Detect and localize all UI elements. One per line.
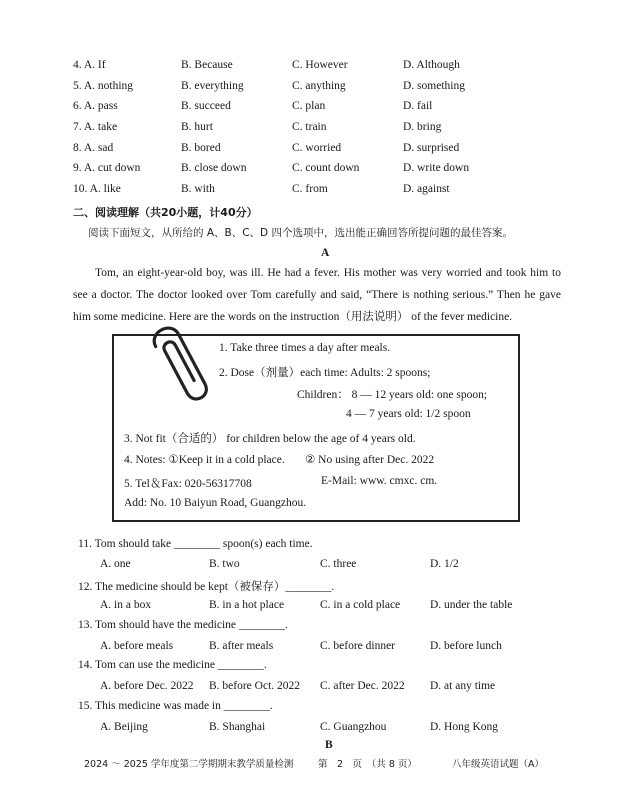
- notice-line-7a: 5. Tel＆Fax: 020-56317708: [124, 478, 252, 490]
- option-row: [0, 59, 630, 75]
- question-stem: 11. Tom should take ________ spoon(s) each time.: [78, 538, 313, 550]
- notice-line-2: 2. Dose（剂量）each time: Adults: 2 spoons;: [219, 367, 431, 379]
- answer-c: C. Guangzhou: [320, 721, 387, 733]
- passage-label-b: B: [325, 739, 333, 751]
- question-stem: 14. Tom can use the medicine ________.: [78, 659, 267, 671]
- option-c: C. worried: [292, 142, 342, 154]
- answer-row: [0, 558, 630, 574]
- paperclip-icon: [152, 314, 212, 410]
- option-row: [0, 162, 630, 178]
- option-b: B. Because: [181, 59, 233, 71]
- answer-d: D. before lunch: [430, 640, 502, 652]
- option-c: C. anything: [292, 80, 346, 92]
- notice-line-3: Children： 8 — 12 years old: one spoon;: [297, 389, 488, 401]
- option-c: C. from: [292, 183, 328, 195]
- option-d: D. Although: [403, 59, 460, 71]
- answer-row: [0, 680, 630, 696]
- instruction: 阅读下面短文，从所给的 A、B、C、D 四个选项中，选出能正确回答所提问题的最佳答案。: [88, 227, 513, 239]
- option-b: B. close down: [181, 162, 247, 174]
- answer-d: D. 1/2: [430, 558, 459, 570]
- option-row: [0, 100, 630, 116]
- footer-left: 2024 ～ 2025 学年度第二学期期末教学质量检测: [84, 759, 294, 770]
- footer-right: 八年级英语试题（A）: [452, 759, 544, 770]
- option-d: D. surprised: [403, 142, 460, 154]
- option-d: D. against: [403, 183, 450, 195]
- option-a: 10. A. like: [73, 183, 121, 195]
- option-row: [0, 142, 630, 158]
- answer-row: [0, 721, 630, 737]
- notice-line-7b: E-Mail: www. cmxc. cm.: [321, 475, 438, 487]
- option-c: C. train: [292, 121, 327, 133]
- instruction-notice: [112, 334, 520, 522]
- option-c: C. count down: [292, 162, 360, 174]
- option-a: 4. A. If: [73, 59, 106, 71]
- answer-row: [0, 640, 630, 656]
- notice-line-1: 1. Take three times a day after meals.: [219, 342, 391, 354]
- answer-c: C. before dinner: [320, 640, 396, 652]
- option-d: D. something: [403, 80, 465, 92]
- option-a: 5. A. nothing: [73, 80, 134, 92]
- answer-d: D. at any time: [430, 680, 496, 692]
- notice-line-4: 4 — 7 years old: 1/2 spoon: [346, 408, 471, 420]
- question-stem: 15. This medicine was made in ________.: [78, 700, 273, 712]
- notice-line-8: Add: No. 10 Baiyun Road, Guangzhou.: [124, 497, 307, 509]
- notice-line-6a: 4. Notes: ①Keep it in a cold place.: [124, 454, 285, 466]
- option-a: 7. A. take: [73, 121, 118, 133]
- answer-b: B. two: [209, 558, 240, 570]
- answer-b: B. after meals: [209, 640, 274, 652]
- answer-a: A. before Dec. 2022: [100, 680, 194, 692]
- answer-c: C. three: [320, 558, 357, 570]
- answer-d: D. under the table: [430, 599, 513, 611]
- option-d: D. write down: [403, 162, 470, 174]
- option-row: [0, 183, 630, 199]
- option-b: B. hurt: [181, 121, 213, 133]
- passage-text: Tom, an eight-year-old boy, was ill. He had a fever. His mother was very worried and took him to see a doctor. The doctor looked over Tom carefully and said, “There is nothing serious.” Then he gave him some medicine. Here are the words on the instruction（用法说明） of the fever medicine.: [73, 267, 561, 323]
- option-row: [0, 80, 630, 96]
- option-b: B. bored: [181, 142, 221, 154]
- answer-a: A. Beijing: [100, 721, 148, 733]
- answer-a: A. in a box: [100, 599, 152, 611]
- answer-c: C. after Dec. 2022: [320, 680, 405, 692]
- answer-row: [0, 599, 630, 615]
- option-d: D. bring: [403, 121, 442, 133]
- answer-b: B. Shanghai: [209, 721, 266, 733]
- option-b: B. everything: [181, 80, 244, 92]
- answer-b: B. in a hot place: [209, 599, 285, 611]
- option-a: 9. A. cut down: [73, 162, 141, 174]
- option-row: [0, 121, 630, 137]
- answer-b: B. before Oct. 2022: [209, 680, 301, 692]
- answer-d: D. Hong Kong: [430, 721, 499, 733]
- passage-label-a: A: [321, 247, 330, 259]
- answer-a: A. one: [100, 558, 131, 570]
- option-c: C. However: [292, 59, 348, 71]
- option-a: 6. A. pass: [73, 100, 118, 112]
- option-a: 8. A. sad: [73, 142, 114, 154]
- option-b: B. with: [181, 183, 215, 195]
- question-stem: 12. The medicine should be kept（被保存）________.: [78, 581, 335, 593]
- option-b: B. succeed: [181, 100, 231, 112]
- answer-a: A. before meals: [100, 640, 174, 652]
- notice-line-5: 3. Not fit（合适的） for children below the age of 4 years old.: [124, 433, 416, 445]
- option-d: D. fail: [403, 100, 433, 112]
- option-c: C. plan: [292, 100, 326, 112]
- question-stem: 13. Tom should have the medicine ________.: [78, 619, 288, 631]
- notice-line-6b: ② No using after Dec. 2022: [305, 454, 435, 466]
- footer-page: 第 2 页 （共 8 页）: [318, 759, 417, 770]
- answer-c: C. in a cold place: [320, 599, 401, 611]
- section-title: 二、阅读理解（共20小题，计40分）: [73, 206, 258, 219]
